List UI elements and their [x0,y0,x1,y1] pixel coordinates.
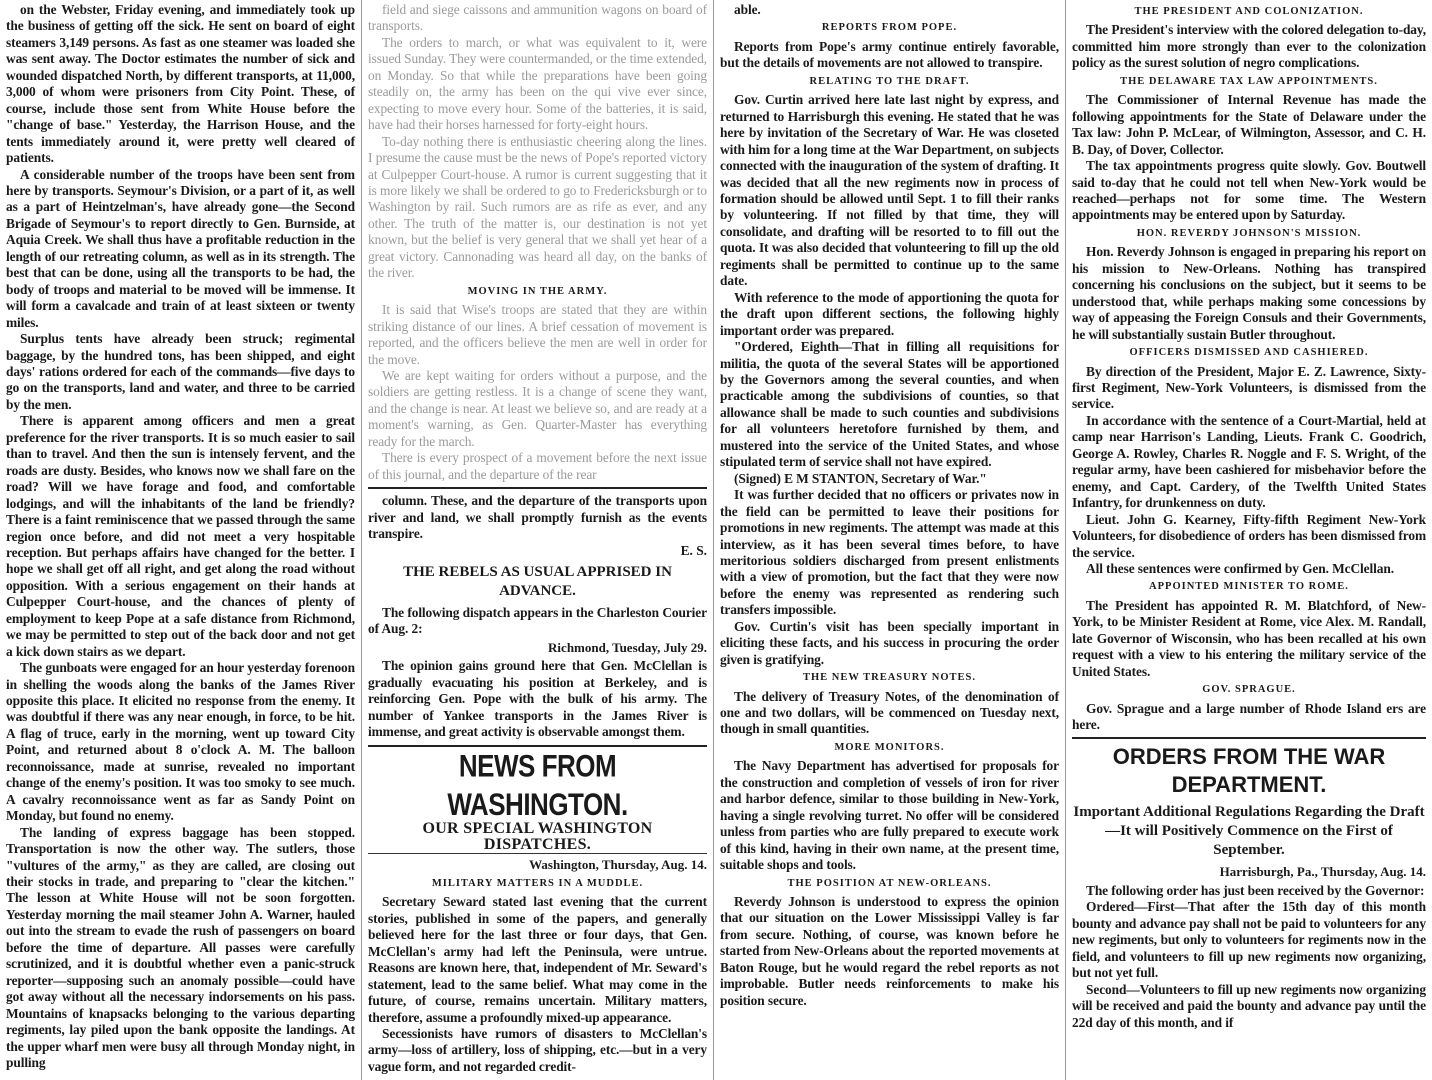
article-paragraph: on the Webster, Friday evening, and immediately took up the business of getting off the sick. He sent on board of eight steamers 3,149 persons. As fast as one steamer was loaded she was sent away. The Doctor estimates the number of sick and wounded dispatched North, by different transports, at 11,000, 3,000 of whom were prisoners from City Point. These, of course, include those sent from White House before the "change of base." Yesterday, the Harrison House, and the tents immediately around it, were pretty well cleared of patients. [6,2,355,166]
column-2 [362,0,714,1080]
article-paragraph: The Commissioner of Internal Revenue has made the following appointments for the State of Delaware under the Tax law: John P. McLear, of Wilmington, Assessor, and C. H. B. Day, of Dover, Collector. [1072,92,1426,157]
section-heading: HON. REVERDY JOHNSON'S MISSION. [1136,227,1362,239]
article-paragraph: Surplus tents have already been struck; regimental baggage, by the hundred tons, has been shipped, and eight days' rations ordered for each of the commands—five days to go on the transports, land and water, and three to be carried by the men. [6,331,355,412]
column-1 [0,0,362,1080]
section-heading: APPOINTED MINISTER TO ROME. [1149,581,1349,593]
article-paragraph: Ordered—First—That after the 15th day of this month bounty and advance pay shall not be paid to volunteers for any new regiments, but only to volunteers for regiments now in the field, and volunteers to fill up new regiments now organizing, but not yet full. [1072,899,1426,981]
article-paragraph: All these sentences were confirmed by Gen. McClellan. [1086,560,1394,576]
dateline: Washington, Thursday, Aug. 14. [529,857,707,873]
article-paragraph: With reference to the mode of apportioning the quota for the draft upon different sections, the following highly important order was prepared. [720,289,1059,338]
article-paragraph: The opinion gains ground here that Gen. McClellan is gradually evacuating his position at Berkeley, and is reinforcing Gen. Pope with the bulk of his army. The number of Yankee transports in the James River is immense, and great activity is observable amongst them. [368,658,707,740]
section-heading: MILITARY MATTERS IN A MUDDLE. [431,877,644,889]
signature: E. S. [680,542,707,558]
article-paragraph: Second—Volunteers to fill up new regiments now organizing will be received and paid the bounty and advance pay until the 22d day of this month, and if [1072,981,1426,1030]
section-heading: THE PRESIDENT AND COLONIZATION. [1134,6,1364,17]
article-paragraph: "Ordered, Eighth—That in filling all requisitions for militia, the quota of the several States will be apportioned by the Governors among the several counties, and when practicable among the subdivisions of counties, so that allowance shall be made to such counties and subdivisions for all volunteers heretofore furnished by them, and mustered into the service of the United States, and whose stipulated term of service shall not have expired. [720,339,1059,470]
article-paragraph: There is apparent among officers and men a great preference for the river transports. It is so much easier to sail than to travel. And then the sun is intensely fervent, and the roads are dusty. Besides, who knows now we shall fare on the road? Will we have forage and food, and comfortable lodgings, and will the inhabitants of the land be friendly? There is a faint reminiscence that we passed through the same region once before, and did not meet a very hospitable reception. But perhaps affairs have changed for the better. I hope we shall get off all right, and get along the road without opposition. With a serious engagement on their hands at Culpepper Court-house, and the chances of plenty of employment to keep Pope at a safe distance from Richmond, we may be permitted to step out of the back door and not get a kick down stairs as we depart. [6,413,355,659]
article-paragraph: Gov. Sprague and a large number of Rhode Island ers are here. [1072,700,1426,733]
article-paragraph: column. These, and the departure of the transports upon river and land, we shall promptly furnish as the events transpire. [368,493,707,542]
section-heading: MORE MONITORS. [834,741,945,753]
section-heading: THE NEW TREASURY NOTES. [803,672,976,684]
divider [1072,737,1426,739]
article-paragraph: Hon. Reverdy Johnson is engaged in preparing his report on his mission to New-Orleans. Nothing has transpired concerning his conclusions on the subject, but it seems to be understood that, while perhaps making some concessions by way of appeasing the Foreign Consuls and their Governments, he will substantially sustain Butler throughout. [1072,244,1426,342]
column-4 [1066,0,1432,1080]
article-paragraph: The Navy Department has advertised for proposals for the construction and completion of vessels of iron for river and harbor defence, similar to those building in New-York, having a single revolving turret. No offer will be considered unless from parties who are fully prepared to execute work of this kind, having in their own name, at the present time, suitable shops and tools. [720,758,1059,873]
article-paragraph: Gov. Curtin's visit has been specially important in eliciting these facts, and his success in procuring the order given is gratifying. [720,618,1059,667]
article-paragraph: Lieut. John G. Kearney, Fifty-fifth Regiment New-York Volunteers, for disobedience of orders has been dismissed from the service. [1072,511,1426,560]
faded-paragraph: We are kept waiting for orders without a purpose, and the soldiers are getting restless. It is a change of scene they want, and the change is near. At least we believe so, and are ready at a moment's warning, as Gen. Quarter-Master has everything ready for the march. [368,367,707,449]
article-paragraph: The landing of express baggage has been stopped. Transportation is now the other way. The sutlers, those "vultures of the army," as they are called, are closing out their stocks in trade, and preparing to "clear the kitchen." The lesson at White House will not be soon forgotten. Yesterday morning the mail steamer John A. Warner, hauled out into the stream to evade the rush of passengers on board before the time of departure. All passes were carefully scrutinized, and it is doubtful whether even a panic-struck reporter—supposing such an anomaly possible—could have got away without all the necessary indorsements on his pass. Mountains of knapsacks belonging to the various departing regiments, lay piled upon the bank opposite the landings. At the upper wharf men were busy all through Monday night, in pulling [6,824,355,1070]
article-paragraph: Secessionists have rumors of disasters to McClellan's army—loss of artillery, loss of shipping, etc.—but in a very vague form, and not regarded credit- [368,1026,707,1074]
divider [368,487,707,489]
faded-paragraph: It is said that Wise's troops are stated that they are within striking distance of our lines. A brief cessation of movement is reported, and the officers believe the men are well in order for the move. [368,302,707,367]
article-paragraph: The President's interview with the colored delegation to-day, committed him more strongly than ever to the colonization policy as the surest solution of negro complications. [1072,22,1426,71]
masthead-headline: NEWS FROM WASHINGTON. [447,747,628,822]
article-paragraph: By direction of the President, Major E. Z. Lawrence, Sixty-first Regiment, New-York Volunteers, is dismissed from the service. [1072,363,1426,412]
section-banner: ORDERS FROM THE WAR DEPARTMENT. [1112,744,1386,798]
column-3 [714,0,1066,1080]
section-heading: GOV. SPRAGUE. [1202,684,1296,696]
article-paragraph: able. [734,2,761,17]
section-heading: OFFICERS DISMISSED AND CASHIERED. [1129,347,1369,359]
dateline: Richmond, Tuesday, July 29. [548,639,707,655]
section-heading: REPORTS FROM POPE. [821,22,958,34]
section-heading: THE DELAWARE TAX LAW APPOINTMENTS. [1120,75,1378,87]
faded-paragraph: There is every prospect of a movement before the next issue of this journal, and the departure of the rear [368,450,707,482]
article-paragraph: (Signed) E M STANTON, Secretary of War." [734,470,987,486]
faded-paragraph: The orders to march, or what was equivalent to it, were issued Sunday. They were countermanded, or the time extended, on Monday. So that while the preparations have been going steadily on, the army has been on the qui vive ever since, expecting to move every hour. Some of the batteries, it is said, have had their horses harnessed for forty-eight hours. [368,34,707,133]
article-paragraph: The President has appointed R. M. Blatchford, of New-York, to be Minister Resident at Rome, vice Alex. M. Randall, late Governor of Wisconsin, who has been recalled at his own request with a view to his entering the military service of the United States. [1072,597,1426,679]
section-heading: MOVING IN THE ARMY. [467,285,608,297]
article-paragraph: A considerable number of the troops have been sent from here by transports. Seymour's Division, or a part of it, as well as a part of Heintzelman's, have already gone—the Second Brigade of Seymour's to report directly to Gen. Burnside, at Aquia Creek. We shall thus have a profitable reduction in the length of our retreating column, as well as in its strength. The best that can be done, using all the transports to be had, the body of troops and material to be moved will be immense. It will form a cavalcade and train of at least sixteen or twenty miles. [6,166,355,330]
article-paragraph: Reports from Pope's army continue entirely favorable, but the details of movements are not allowed to transpire. [720,38,1059,71]
article-paragraph: The gunboats were engaged for an hour yesterday forenoon in shelling the woods along the banks of the James River opposite this place. It elicited no response from the enemy. It was doubtful if there was any near enough, in force, to be hit. A flag of truce, early in the morning, went up toward City Point, and returned about 8 o'clock A. M. The balloon reconnoissance, made at sunrise, revealed no important change of the enemy's position. It was too smoky to see much. A cavalry reconnoissance went as far as Sandy Point on Monday, but found no enemy. [6,660,355,824]
article-paragraph: Reverdy Johnson is understood to express the opinion that our situation on the Lower Mississippi Valley is far from secure. Nothing, of course, was known before he started from New-Orleans about the reported movements at Baton Rouge, but he would regard the rebel reports as not improbable. Butler needs reinforcements to make his position secure. [720,894,1059,1008]
headline: THE REBELS AS USUAL APPRISED IN ADVANCE. [403,563,672,599]
faded-paragraph: field and siege caissons and ammunition wagons on board of transports. [368,2,707,34]
dateline: Harrisburgh, Pa., Thursday, Aug. 14. [1219,864,1426,880]
subtitle-banner: OUR SPECIAL WASHINGTON DISPATCHES. [368,821,707,855]
headline: Important Additional Regulations Regarding the Draft—It will Positively Commence on the First of September. [1073,804,1425,859]
article-paragraph: Secretary Seward stated last evening that the current stories, published in some of the papers, and generally believed here for the last three or four days, that Gen. McClellan's army had left the Peninsula, were untrue. Reasons are known here, that, independent of Mr. Seward's statement, lead to the same belief. What may come in the future, of course, remains uncertain. Military matters, therefore, assume a profoundly mixed-up appearance. [368,894,707,1025]
article-paragraph: In accordance with the sentence of a Court-Martial, held at camp near Harrison's Landing, Lieuts. Frank C. Goodrich, George A. Rowley, Charles R. Noggle and F. S. Wright, of the regular army, have been cashiered for misbehavior before the enemy, and Capt. Cardery, of the Twelfth United States Infantry, for drunkenness on duty. [1072,412,1426,511]
article-paragraph: The tax appointments progress quite slowly. Gov. Boutwell said to-day that he could not tell when New-York would be reached—perhaps not for some time. The Western appointments may be entered upon by Saturday. [1072,158,1426,223]
article-paragraph: The following order has just been received by the Governor: [1086,882,1425,898]
article-paragraph: The following dispatch appears in the Charleston Courier of Aug. 2: [368,604,707,637]
article-paragraph: Gov. Curtin arrived here late last night by express, and returned to Harrisburgh this evening. He stated that he was here by invitation of the Secretary of War. He was closeted with him for a long time at the War Department, on subjects connected with the inauguration of the system of drafting. It was decided that all the new regiments now in process of formation should be allowed until Sept. 1 to fill their ranks by volunteering. If not filled by that time, they will consolidate, and drafting will be resorted to to fill out the quota. It was also decided that volunteering to fill up the old regiments shall be permitted to continue up to the same date. [720,92,1059,289]
section-heading: RELATING TO THE DRAFT. [809,75,970,87]
article-paragraph: It was further decided that no officers or privates now in the field can be permitted to leave their positions for promotions in new regiments. The attempt was made at this interview, as it has been several times before, to have meritorious soldiers discharged from present enlistments with a view of promotion, but the fact that they were now before the enemy was represented as rendering such transfers impossible. [720,487,1059,618]
article-paragraph: The delivery of Treasury Notes, of the denomination of one and two dollars, will be commenced on Tuesday next, though in small quantities. [720,688,1059,737]
section-heading: THE POSITION AT NEW-ORLEANS. [787,877,992,889]
faded-paragraph: To-day nothing there is enthusiastic cheering along the lines. I presume the cause must be the news of Pope's reported victory at Culpepper Court-house. A rumor is current suggesting that it is more likely we shall be ordered to go to Fredericksburgh or to Washington by rail. Such rumors are as rife as ever, and any other. The truth of the matter is, our destination is not yet known, but the belief is very general that we shall yet hear of a great victory. Cannonading was heard all day, on the banks of the river. [368,133,707,281]
